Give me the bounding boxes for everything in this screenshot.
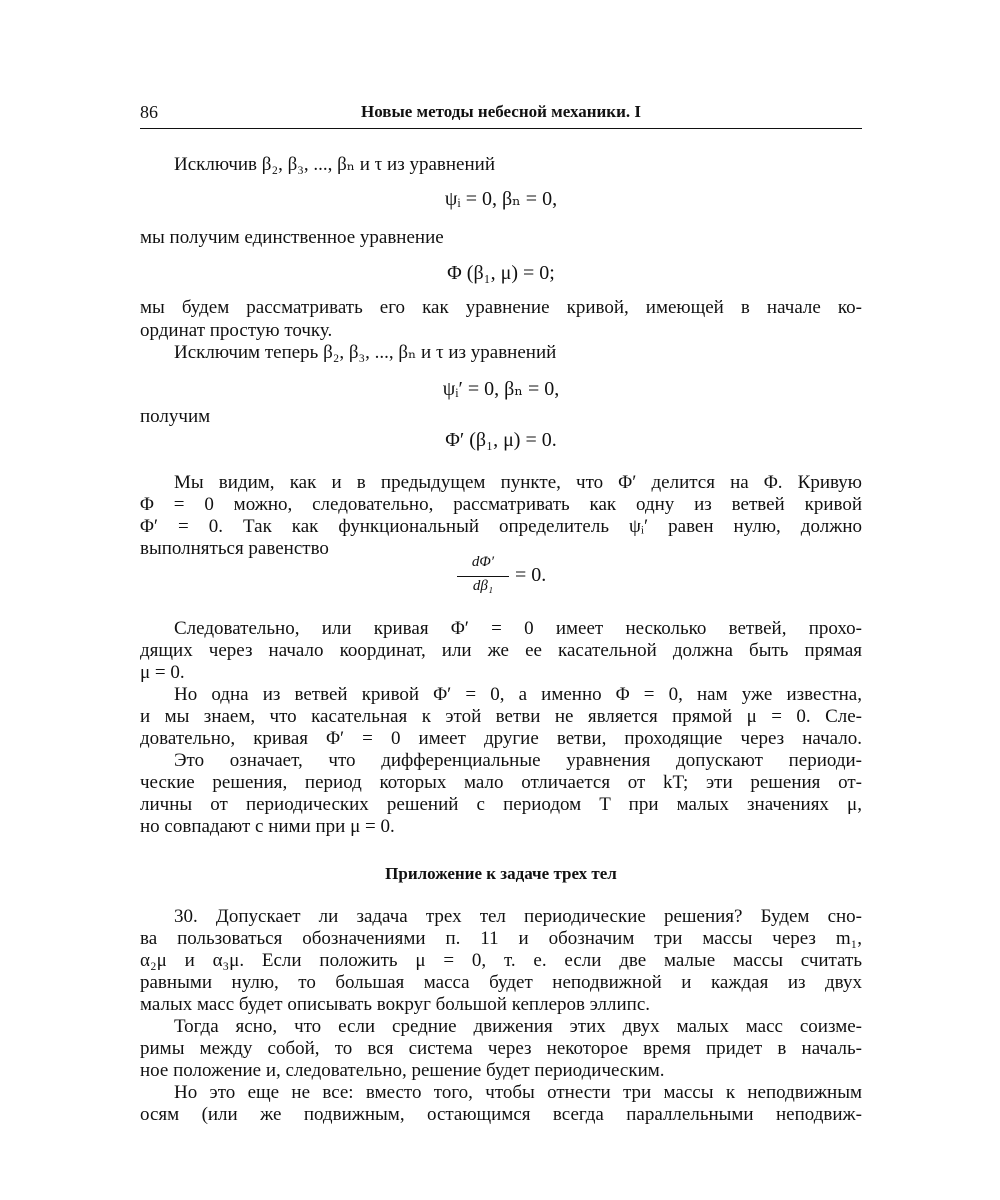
text-line: Тогда ясно, что если средние движения этих двух малых масс соизме- [174,1016,862,1037]
text-line: мы будем рассматривать его как уравнение кривой, имеющей в начале ко- [140,297,862,318]
text-line: μ = 0. [140,662,185,683]
fraction-numerator: dΦ′ [471,554,495,570]
section-heading: Приложение к задаче трех тел [385,864,617,883]
text-line: Φ′ = 0. Так как функциональный определитель ψᵢ′ равен нулю, должно [140,516,862,537]
equation-rhs: = 0. [515,564,547,586]
text-line: ческие решения, период которых мало отличается от kT; эти решения от- [140,772,862,793]
text-line: получим [140,406,211,427]
text-line: Мы видим, как и в предыдущем пункте, что Φ′ делится на Φ. Кривую [174,472,862,493]
text-line: довательно, кривая Φ′ = 0 имеет другие ветви, проходящие через начало. [140,728,862,749]
equation: Φ (β₁, μ) = 0; [447,262,555,284]
text-line: ва пользоваться обозначениями п. 11 и обозначим три массы через m₁, [140,928,862,949]
text-line: Но одна из ветвей кривой Φ′ = 0, а именно Φ = 0, нам уже известна, [174,684,862,705]
text-line: Исключим теперь β₂, β₃, ..., βₙ и τ из уравнений [174,342,557,363]
text-line: Следовательно, или кривая Φ′ = 0 имеет несколько ветвей, прохо- [174,618,862,639]
text-line: личны от периодических решений с периодом T при малых значениях μ, [140,794,862,815]
text-line: малых масс будет описывать вокруг большой кеплеров эллипс. [140,994,651,1015]
text-line: осям (или же подвижным, остающимся всегда параллельными неподвиж- [140,1104,862,1125]
text-line: Φ = 0 можно, следовательно, рассматривать как одну из ветвей кривой [140,494,862,515]
equation: ψᵢ = 0, βₙ = 0, [444,188,558,210]
text-line: ординат простую точку. [140,320,333,341]
text-line: α₂μ и α₃μ. Если положить μ = 0, т. е. если две малые массы считать [140,950,862,971]
fraction-bar [457,576,509,577]
fraction-denominator: dβ₁ [472,578,494,594]
equation: Φ′ (β₁, μ) = 0. [445,429,557,451]
equation: ψᵢ′ = 0, βₙ = 0, [442,378,560,400]
text-line: Но это еще не все: вместо того, чтобы отнести три массы к неподвижным [174,1082,862,1103]
text-line: дящих через начало координат, или же ее касательной должна быть прямая [140,640,862,661]
text-line: и мы знаем, что касательная к этой ветви не является прямой μ = 0. Сле- [140,706,862,727]
text-line: Исключив β₂, β₃, ..., βₙ и τ из уравнений [174,154,495,175]
text-line: равными нулю, то большая масса будет неподвижной и каждая из двух [140,972,862,993]
text-line: римы между собой, то вся система через некоторое время придет в началь- [140,1038,862,1059]
header-rule [140,128,862,129]
running-title: Новые методы небесной механики. I [360,102,642,121]
text-line: выполняться равенство [140,538,329,559]
text-line: но совпадают с ними при μ = 0. [140,816,395,837]
text-line: ное положение и, следовательно, решение будет периодическим. [140,1060,665,1081]
text-line: Это означает, что дифференциальные уравнения допускают периоди- [174,750,862,771]
text-line: 30. Допускает ли задача трех тел периодические решения? Будем сно- [174,906,862,927]
running-head [140,98,862,130]
page-number: 86 [140,102,158,122]
text-line: мы получим единственное уравнение [140,227,444,248]
derivative-equation [453,554,563,604]
